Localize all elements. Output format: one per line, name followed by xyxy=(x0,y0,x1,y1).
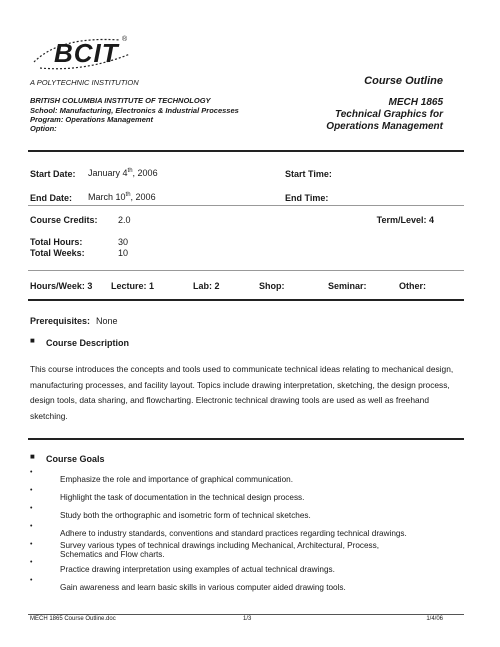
goals-list xyxy=(30,469,450,595)
hours-divider xyxy=(28,299,464,301)
option-line: Option: xyxy=(30,124,57,133)
end-date-value: March 10th, 2006 xyxy=(88,192,156,202)
list-bullet-icon: • xyxy=(30,469,33,476)
course-title-line2: Operations Management xyxy=(326,121,443,132)
total-hours-label: Total Hours: xyxy=(30,237,83,247)
schedule-divider xyxy=(28,205,464,206)
program-line: Program: Operations Management xyxy=(30,115,153,124)
total-hours-value: 30 xyxy=(118,237,129,247)
list-item: • Gain awareness and learn basic skills in various computer aided drawing tools. xyxy=(30,577,346,592)
school-line: School: Manufacturing, Electronics & Industrial Processes xyxy=(30,106,239,115)
institution-name: BRITISH COLUMBIA INSTITUTE OF TECHNOLOGY xyxy=(30,96,211,105)
list-item: • Highlight the task of documentation in the technical design process. xyxy=(30,487,305,502)
goals-bullet: ■ xyxy=(30,452,35,461)
lecture-hours: Lecture: 1 xyxy=(111,281,155,291)
header-divider xyxy=(28,150,464,152)
total-weeks-value: 10 xyxy=(118,248,129,258)
course-title-line1: Technical Graphics for xyxy=(335,109,443,120)
description-text: This course introduces the concepts and tools used to communicate technical ideas relating to mechanical design, manufacturing processes, and facility layout. Topics include drawing interpretation, sketching, the design process, design tools, data sharing, and flowcharting. Electronic technical drawing tools are used as well as freehand sketching. xyxy=(30,364,454,421)
shop-hours: Shop: xyxy=(259,281,285,291)
logo-text: BCIT xyxy=(54,38,119,68)
footer-page-number: 1/3 xyxy=(243,616,252,622)
term-level-label: Term/Level: 4 xyxy=(376,215,434,225)
lab-hours: Lab: 2 xyxy=(193,281,220,291)
footer-date: 1/4/06 xyxy=(426,616,443,622)
prerequisites-value: None xyxy=(96,316,118,326)
doc-type-title: Course Outline xyxy=(364,75,443,87)
total-weeks-label: Total Weeks: xyxy=(30,248,85,258)
bcit-logo xyxy=(30,32,140,74)
start-time-label: Start Time: xyxy=(285,169,332,179)
hours-per-week: Hours/Week: 3 xyxy=(30,281,93,291)
institution-tagline: A POLYTECHNIC INSTITUTION xyxy=(30,78,139,87)
other-hours: Other: xyxy=(399,281,426,291)
list-item: • Practice drawing interpretation using examples of actual technical drawings. xyxy=(30,559,335,574)
list-item: • Adhere to industry standards, conventions and standard practices regarding technical drawings. xyxy=(30,523,407,538)
list-item: • Emphasize the role and importance of graphical communication. xyxy=(30,469,294,484)
course-code: MECH 1865 xyxy=(388,97,443,108)
start-date-value: January 4th, 2006 xyxy=(88,168,158,178)
logo-trademark: ® xyxy=(122,36,128,43)
course-credits-value: 2.0 xyxy=(118,215,131,225)
footer-filename: MECH 1865 Course Outline.doc xyxy=(30,616,116,622)
list-bullet-icon: • xyxy=(30,487,33,494)
course-credits-label: Course Credits: xyxy=(30,215,98,225)
goals-heading: Course Goals xyxy=(46,454,105,464)
seminar-hours: Seminar: xyxy=(328,281,367,291)
end-time-label: End Time: xyxy=(285,193,329,203)
list-bullet-icon: • xyxy=(30,523,33,530)
prerequisites-label: Prerequisites: xyxy=(30,316,91,326)
list-bullet-icon: • xyxy=(30,541,33,548)
description-heading: Course Description xyxy=(46,338,130,348)
start-date-label: Start Date: xyxy=(30,169,76,179)
list-item: • Survey various types of technical drawings including Mechanical, Architectural, Process, Schematics and Flow charts. xyxy=(30,541,380,559)
list-bullet-icon: • xyxy=(30,577,33,584)
description-divider xyxy=(28,438,464,440)
list-bullet-icon: • xyxy=(30,505,33,512)
list-item: • Study both the orthographic and isometric form of technical sketches. xyxy=(30,505,311,520)
list-bullet-icon: • xyxy=(30,559,33,566)
end-date-label: End Date: xyxy=(30,193,73,203)
description-bullet: ■ xyxy=(30,336,35,345)
footer-divider xyxy=(28,614,464,615)
credits-divider xyxy=(28,270,464,271)
